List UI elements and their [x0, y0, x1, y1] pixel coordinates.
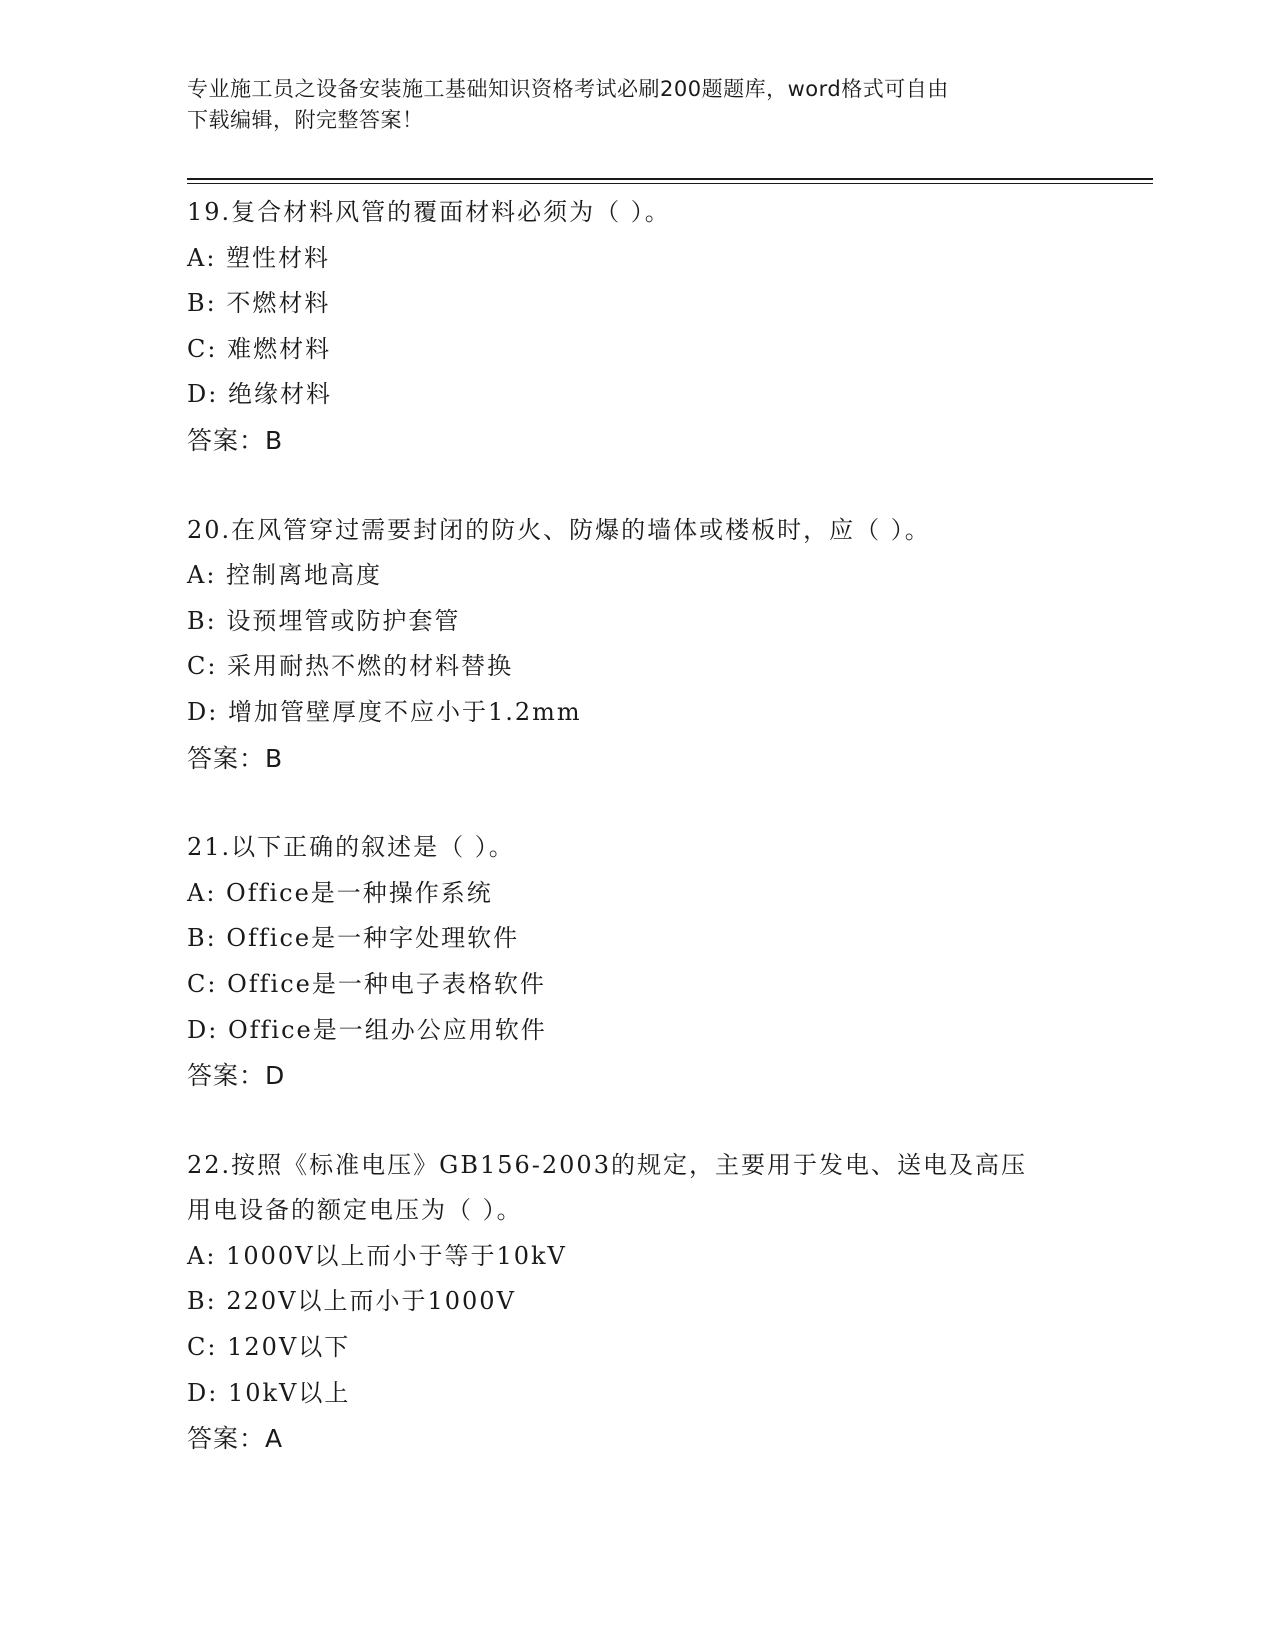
question-stem-line-1: 22.按照《标准电压》GB156-2003的规定，主要用于发电、送电及高压 — [187, 1150, 1027, 1179]
header-line-1: 专业施工员之设备安装施工基础知识资格考试必刷200题题库，word格式可自由 — [187, 77, 949, 101]
option-b: B: 220V以上而小于1000V — [187, 1287, 516, 1316]
answer-line: 答案：D — [187, 1061, 286, 1091]
header-line-2: 下载编辑，附完整答案！ — [187, 108, 424, 132]
option-a: A: 1000V以上而小于等于10kV — [187, 1241, 567, 1270]
question-stem: 20.在风管穿过需要封闭的防火、防爆的墙体或楼板时，应（ ）。 — [187, 515, 931, 544]
option-a: A: 塑性材料 — [187, 243, 331, 272]
option-d: D: 绝缘材料 — [187, 380, 332, 409]
option-b: B: 设预埋管或防护套管 — [187, 606, 461, 635]
answer-line: 答案：A — [187, 1424, 284, 1454]
document-header — [187, 74, 1087, 136]
question-19 — [187, 190, 1087, 464]
option-c: C: 采用耐热不燃的材料替换 — [187, 652, 514, 681]
option-d: D: 10kV以上 — [187, 1378, 351, 1407]
option-a: A: Office是一种操作系统 — [187, 878, 493, 907]
answer-line: 答案：B — [187, 743, 284, 773]
option-c: C: 难燃材料 — [187, 334, 332, 363]
option-b: B: Office是一种字处理软件 — [187, 924, 520, 953]
question-20 — [187, 508, 1087, 782]
question-22 — [187, 1143, 1087, 1462]
question-stem: 19.复合材料风管的覆面材料必须为（ ）。 — [187, 198, 671, 226]
question-21 — [187, 825, 1087, 1099]
option-c: C: Office是一种电子表格软件 — [187, 969, 546, 998]
answer-line: 答案：B — [187, 425, 284, 455]
header-divider-thin — [187, 183, 1153, 184]
option-d: D: 增加管壁厚度不应小于1.2mm — [187, 697, 582, 726]
question-stem-line-2: 用电设备的额定电压为（ ）。 — [187, 1196, 523, 1225]
question-stem: 21.以下正确的叙述是（ ）。 — [187, 833, 515, 862]
option-a: A: 控制离地高度 — [187, 561, 383, 590]
option-d: D: Office是一组办公应用软件 — [187, 1015, 547, 1044]
header-divider-thick — [187, 178, 1153, 180]
question-list — [187, 190, 1087, 1506]
option-b: B: 不燃材料 — [187, 289, 331, 318]
option-c: C: 120V以下 — [187, 1333, 351, 1362]
